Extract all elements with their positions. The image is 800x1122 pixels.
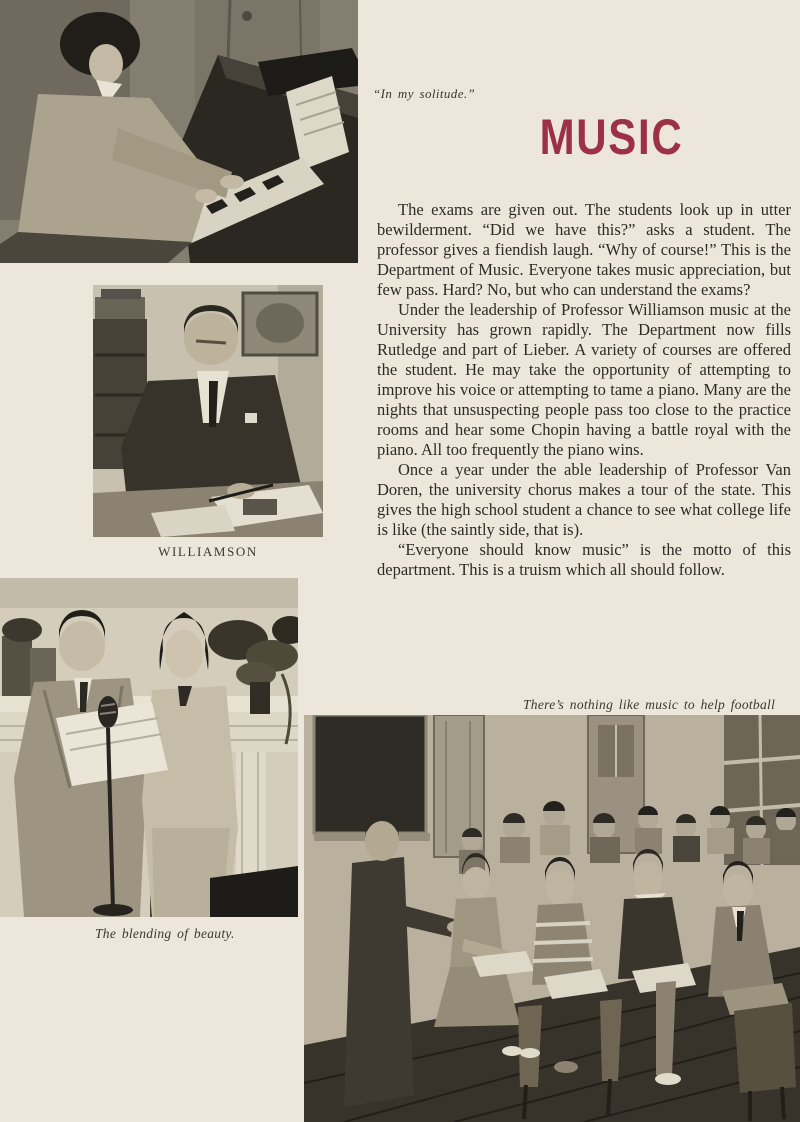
paragraph-3: Once a year under the able leadership of Professor Van Doren, the university chorus makes a tour of the state. This gives the high school student a chance to see what college life is like (the saintly side, that is). <box>377 460 791 539</box>
blending-caption: The blending of beauty. <box>95 926 235 941</box>
paragraph-2: Under the leadership of Professor Williamson music at the University has grown rapidly. The Department now fills Rutledge and part of Lieber. A variety of courses are offered the student. He may take the opportunity of attempting to improve his voice or attempting to tame a piano. Many are the nights that unsuspecting people pass too close to the practice rooms and hear some Chopin having a battle royal with the piano. All too frequently the piano wins. <box>377 300 791 459</box>
williamson-photo <box>93 285 323 537</box>
article-text <box>377 200 791 580</box>
paragraph-1: The exams are given out. The students look up in utter bewilderment. “Did we have this?” asks a student. The professor gives a fiendish laugh. “Why of course!” This is the Department of Music. Everyone takes music appreciation, but few pass. Hard? No, but who can understand the exams? <box>377 200 791 299</box>
paragraph-4: “Everyone should know music” is the motto of this department. This is a truism which all should follow. <box>377 540 791 579</box>
football-caption: There’s nothing like music to help football <box>523 697 776 712</box>
classroom-photo-illustration <box>304 715 800 1122</box>
williamson-photo-illustration <box>93 285 323 537</box>
williamson-caption: WILLIAMSON <box>158 544 258 559</box>
pianist-photo <box>0 0 358 263</box>
page-title: MUSIC <box>539 109 684 165</box>
classroom-photo <box>304 715 800 1122</box>
pianist-photo-illustration <box>0 0 358 263</box>
duet-photo <box>0 578 298 917</box>
solitude-caption: “In my solitude.” <box>373 86 476 101</box>
duet-photo-illustration <box>0 578 298 917</box>
